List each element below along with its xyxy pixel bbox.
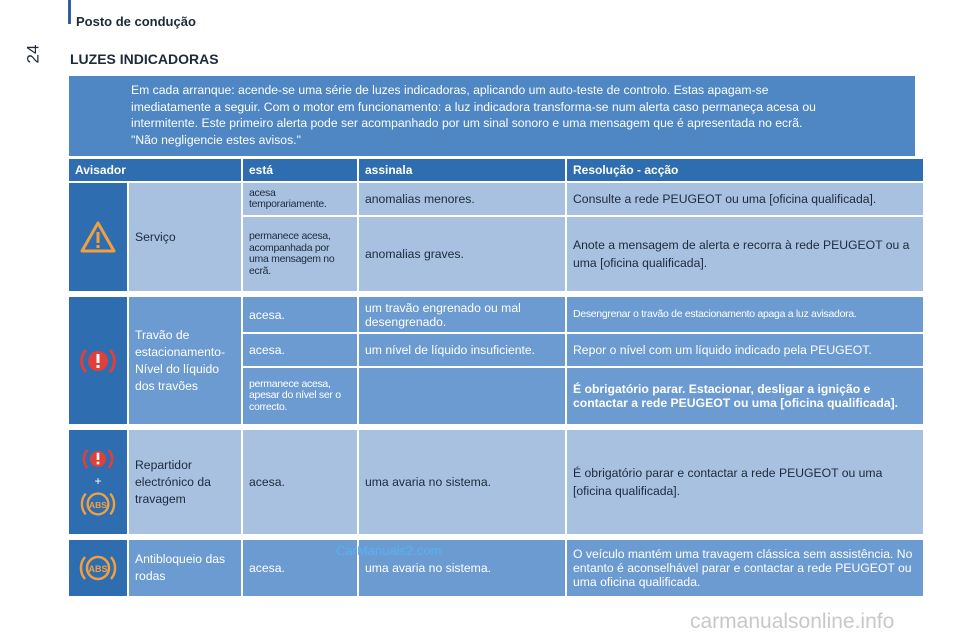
brake-cell	[69, 297, 127, 424]
col-avisador: Avisador	[69, 159, 241, 181]
brake-warning-icon	[80, 443, 116, 475]
estado-cell: acesa.	[243, 332, 357, 366]
indicator-table	[67, 159, 925, 596]
svg-text:ABS: ABS	[88, 564, 108, 574]
indicator-name: Serviço	[129, 181, 241, 291]
warning-cell	[69, 181, 127, 291]
watermark: CarManuals2.com	[336, 543, 442, 558]
table-row	[69, 181, 923, 215]
indicator-name: Travão de estacionamento- Nível do líquido dos travões	[129, 297, 241, 424]
col-assinala: assinala	[359, 159, 565, 181]
intro-box	[69, 76, 915, 156]
estado-cell: permanece acesa, apesar do nível ser o correcto.	[243, 366, 357, 424]
estado-cell: acesa.	[243, 540, 357, 596]
resolucao-cell: Desengrenar o travão de estacionamento apaga a luz avisadora.	[567, 297, 923, 332]
assinala-cell: um nível de líquido insuficiente.	[359, 332, 565, 366]
estado-cell: acesa temporariamente.	[243, 181, 357, 215]
estado-cell: acesa.	[243, 297, 357, 332]
table-row	[69, 297, 923, 332]
resolucao-cell: Repor o nível com um líquido indicado pela PEUGEOT.	[567, 332, 923, 366]
assinala-cell	[359, 366, 565, 424]
abs-icon	[78, 550, 118, 586]
resolucao-cell: É obrigatório parar e contactar a rede PEUGEOT ou uma [oficina qualificada].	[567, 430, 923, 534]
warning-triangle-icon	[79, 220, 117, 254]
brake-abs-cell	[69, 430, 127, 534]
assinala-cell: um travão engrenado ou mal desengrenado.	[359, 297, 565, 332]
table-row	[69, 430, 923, 534]
assinala-cell: anomalias menores.	[359, 181, 565, 215]
resolucao-cell: É obrigatório parar. Estacionar, desligar a ignição e contactar a rede PEUGEOT ou uma [oficina qualificada].	[567, 366, 923, 424]
section-title: Posto de condução	[76, 14, 196, 29]
abs-cell	[69, 540, 127, 596]
indicator-name: Antibloqueio das rodas	[129, 540, 241, 596]
assinala-cell: uma avaria no sistema.	[359, 430, 565, 534]
col-esta: está	[243, 159, 357, 181]
estado-cell: permanece acesa, acompanhada por uma mensagem no ecrã.	[243, 215, 357, 291]
brake-warning-icon	[78, 341, 118, 381]
assinala-cell: uma avaria no sistema.	[359, 540, 565, 596]
estado-cell: acesa.	[243, 430, 357, 534]
page-number: 24	[23, 44, 43, 64]
resolucao-cell: O veículo mantém uma travagem clássica sem assistência. No entanto é aconselhável parar e contactar a rede PEUGEOT ou uma oficina qualificada.	[567, 540, 923, 596]
svg-text:ABS: ABS	[89, 499, 107, 510]
abs-icon	[79, 487, 117, 521]
table-row	[69, 540, 923, 596]
resolucao-cell: Anote a mensagem de alerta e recorra à rede PEUGEOT ou a uma [oficina qualificada].	[567, 215, 923, 291]
table-header	[69, 159, 923, 181]
intro-line: Em cada arranque: acende-se uma série de luzes indicadoras, aplicando um auto-teste de controlo. Estas apagam-se	[131, 83, 769, 97]
intro-line: "Não negligencie estes avisos."	[131, 132, 301, 147]
intro-line: intermitente. Este primeiro alerta pode ser acompanhado por um sinal sonoro e uma mensagem que é apresentada no ecrã.	[131, 116, 803, 131]
plus-sign: +	[94, 474, 102, 488]
page-title: LUZES INDICADORAS	[70, 51, 219, 67]
indicator-name: Repartidor electrónico da travagem	[129, 430, 241, 534]
footer-watermark: carmanualsonline.info	[690, 610, 895, 633]
section-marker	[68, 0, 71, 24]
col-resolucao: Resolução - acção	[567, 159, 923, 181]
intro-line: imediatamente a seguir. Com o motor em funcionamento: a luz indicadora transforma-se num alerta caso permaneça acesa ou	[131, 99, 816, 114]
assinala-cell: anomalias graves.	[359, 215, 565, 291]
resolucao-cell: Consulte a rede PEUGEOT ou uma [oficina qualificada].	[567, 181, 923, 215]
